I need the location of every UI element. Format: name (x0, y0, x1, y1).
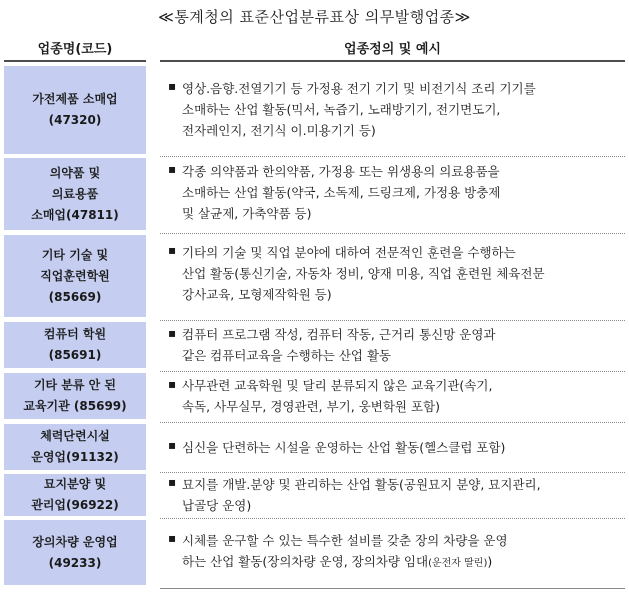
table-row (0, 520, 629, 585)
industry-definition: 영상.음향.전열기기 등 가정용 전기 기기 및 비전기식 조리 기기를 소매하는 산업 활동(믹서, 녹즙기, 노래방기기, 전기면도기, 전자레인지, 전기식 이.미용기기 등) (182, 81, 536, 138)
industry-definition: 컴퓨터 프로그램 작성, 컴퓨터 작동, 근거리 통신망 운영과 같은 컴퓨터교육을 수행하는 산업 활동 (182, 327, 496, 363)
industry-definition: 묘지를 개발.분양 및 관리하는 산업 활동(공원묘지 분양, 묘지관리, 납골당 운영) (182, 477, 541, 513)
industry-name: 기타 기술 및 직업훈련학원 (85669) (40, 247, 110, 304)
header-divider (160, 60, 625, 62)
table-row (0, 322, 629, 368)
industry-name: 컴퓨터 학원 (85691) (43, 327, 107, 362)
bullet-icon: ▪ (168, 531, 177, 545)
row-divider (160, 320, 625, 321)
industry-definition: 심신을 단련하는 시설을 운영하는 산업 활동(헬스클럽 포함) (182, 440, 506, 455)
industry-definition: 기타의 기술 및 직업 분야에 대하여 전문적인 훈련을 수행하는 산업 활동(통신기술, 자동차 정비, 양재 미용, 직업 훈련원 체육전문 강사교육, 모형제작학원 등) (182, 245, 545, 302)
table-row (0, 66, 629, 154)
table-row (0, 474, 629, 516)
bullet-icon: ▪ (168, 243, 177, 257)
row-divider (160, 422, 625, 423)
table-row (0, 424, 629, 470)
industry-name: 체력단련시설 운영업(91132) (31, 429, 119, 464)
column-header-name: 업종명(코드) (37, 42, 113, 57)
table-row (0, 373, 629, 419)
industry-name: 기타 분류 안 된 교육기관 (85699) (23, 378, 127, 413)
industry-name: 가전제품 소매업 (47320) (32, 92, 118, 127)
bullet-icon: ▪ (168, 162, 177, 176)
table-row (0, 158, 629, 230)
bullet-icon: ▪ (168, 438, 177, 452)
industry-name: 묘지분양 및 관리업(96922) (31, 477, 119, 512)
bullet-icon: ▪ (168, 79, 177, 93)
row-divider (160, 518, 625, 519)
column-header-definition: 업종정의 및 예시 (344, 42, 441, 57)
row-divider (160, 233, 625, 234)
industry-name: 장의차량 운영업 (49233) (32, 534, 118, 570)
header-divider (4, 60, 146, 62)
industry-definition: 사무관련 교육학원 및 달리 분류되지 않은 교육기관(속기, 속독, 사무실무, 경영관련, 부기, 웅변학원 포함) (182, 378, 493, 414)
bullet-icon: ▪ (168, 475, 177, 489)
row-divider (160, 156, 625, 157)
bullet-icon: ▪ (168, 326, 177, 340)
bullet-icon: ▪ (168, 377, 177, 391)
row-divider (160, 371, 625, 372)
industry-definition: 각종 의약품과 한의약품, 가정용 또는 위생용의 의료용품을 소매하는 산업 활동(약국, 소독제, 드링크제, 가정용 방충제 및 살균제, 가축약품 등) (182, 164, 501, 221)
table-row (0, 235, 629, 317)
row-divider (160, 472, 625, 473)
page-title: ≪통계청의 표준산업분류표상 의무발행업종≫ (158, 8, 471, 26)
industry-definition: 시체를 운구할 수 있는 특수한 설비를 갖춘 장의 차량을 운영 하는 산업 활동(장의차량 운영, 장의차량 임대(운전자 딸린)) (182, 533, 508, 569)
table-bottom-border (160, 588, 625, 589)
industry-name: 의약품 및 의료용품 소매업(47811) (31, 165, 119, 222)
